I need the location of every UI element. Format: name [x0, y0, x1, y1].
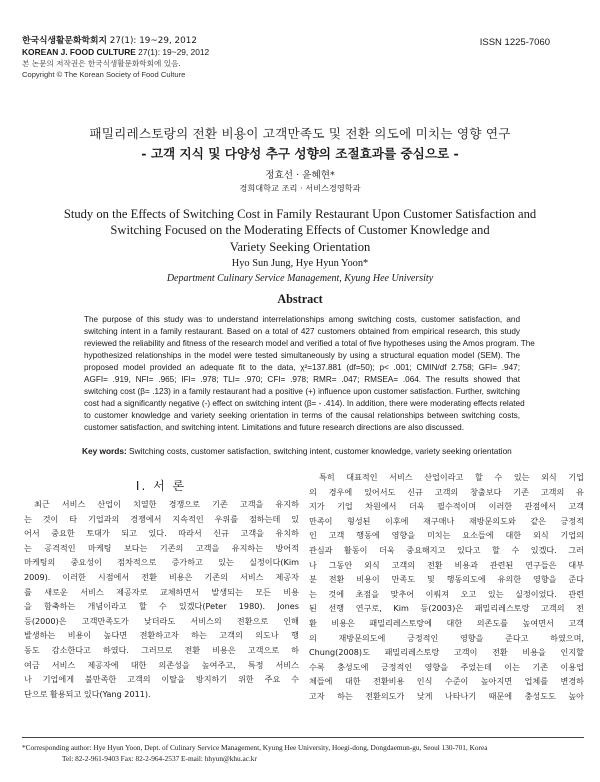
footnote-contact-line: Tel: 82-2-961-9403 Fax: 82-2-964-2537 E-mail: hhyun@khu.ac.kr	[62, 754, 257, 763]
keywords	[82, 446, 512, 456]
body-line: 발생하는 비용이 높다면 전환하고자 하는 고객의 의도나 행	[24, 630, 299, 641]
abstract-line: AGFI= .919, NFI= .965; IFI= .978; TLI= .970; CFI= .978; RMR= .047; RMSEA= .064. The results showed that	[84, 375, 520, 385]
issn-label: ISSN 1225-7060	[479, 37, 550, 48]
english-authors: Hyo Sun Jung, Hye Hyun Yoon*	[231, 258, 369, 269]
body-line: 동도 감소한다고 하였다. 그러므로 전환 비용은 고객으로 하	[24, 644, 299, 655]
abstract-line: to customer knowledge and variety seeking orientation in terms of the causal relationships between switching costs,	[84, 411, 520, 421]
body-line: 나 그동안 외식 고객의 전환 비용과 관련된 연구들은 대부	[309, 559, 584, 570]
abstract-line: cost had a significantly negative (-) effect on switching intent (β= - .414). In addition, there were moderating effects related	[84, 399, 525, 409]
body-line: 의 재방문의도에 긍정적인 영향을 준다고 하였으며,	[309, 632, 584, 643]
body-line: 수록 충성도에 긍정적인 영향을 주었는데 이는 기존 이용업	[309, 661, 584, 672]
journal-header	[22, 36, 422, 80]
body-line: 를 새로운 서비스 제공자로 교체하면서 발생되는 모든 비용	[24, 586, 299, 597]
abstract-line: switching cost (β= .123) in a family restaurant had a positive (+) influence upon customer satisfaction. Further, switching	[84, 387, 520, 397]
corresponding-author-footnote	[22, 742, 487, 764]
copyright-note: 본 논문의 저작권은 한국식생활문화학회에 있음.	[22, 59, 181, 68]
abstract-line: The purpose of this study was to understand interrelationships among switching costs, customer satisfaction, and	[84, 315, 520, 324]
body-line: 고자 하는 전환의도가 낮게 나타나기 때문에 충성도도 높아	[309, 690, 584, 701]
english-title-line: Study on the Effects of Switching Cost in Family Restaurant Upon Customer Satisfaction and	[63, 207, 537, 221]
body-line: 여금 서비스 제공자에 대한 의존성을 높여주고, 특정 서비스	[24, 659, 299, 670]
body-line: 마케팅의 중요성이 점차적으로 증가하고 있는 실정이다(Kim	[24, 557, 299, 568]
korean-title: 패밀리레스토랑의 전환 비용이 고객만족도 및 전환 의도에 미치는 영향 연구	[89, 126, 511, 141]
keywords-list: Switching costs, customer satisfaction, switching intent, customer knowledge, variety seeking orientation	[126, 446, 512, 456]
body-line: 특히 대표적인 서비스 산업이라고 할 수 있는 외식 기업	[319, 472, 584, 482]
footnote-divider	[22, 737, 584, 738]
body-line: 의 경우에 있어서도 신규 고객의 창출보다 기존 고객의 유	[309, 486, 584, 497]
body-line: 관심과 활동이 더욱 중요해지고 있다고 할 수 있겠다. 그러	[309, 544, 584, 555]
body-line: 어서 중요한 토대가 되고 있다. 따라서 신규 고객을 유치하	[24, 528, 299, 539]
body-line: 만족이 형성된 이후에 재구매나 재방문의도와 같은 긍정적	[309, 515, 584, 526]
english-title-line: Variety Seeking Orientation	[229, 239, 371, 254]
keywords-label: Key words:	[82, 446, 127, 456]
journal-name-english: KOREAN J. FOOD CULTURE 27(1): 19~29, 2012	[22, 47, 210, 57]
body-line: 나 기업에게 불만족한 고객의 이탈을 방지하기 위한 주요 수	[24, 674, 299, 685]
body-column-left	[24, 497, 299, 701]
body-line: 을 함축하는 개념이라고 할 수 있겠다(Peter 1980). Jones	[24, 601, 299, 612]
body-line: 최근 서비스 산업이 치열한 경쟁으로 기존 고객을 유지하	[34, 499, 299, 509]
copyright-line: Copyright © The Korean Society of Food Culture	[22, 70, 186, 79]
body-line: 체들에 대한 전환비용 인식 수준이 높아지면 업체를 변경하	[309, 676, 584, 687]
journal-name-korean: 한국식생활문화학회지 27(1): 19~29, 2012	[22, 36, 197, 46]
body-line: 는 것에 초점을 맞추어 이뤄져 오고 있는 실정이었다. 관련	[309, 588, 584, 599]
body-line: Chung(2008)도 패밀리레스토랑 고객이 전환 비용을 인지할	[309, 647, 584, 658]
korean-subtitle: - 고객 지식 및 다양성 추구 성향의 조절효과를 중심으로 -	[141, 146, 459, 161]
body-column-right	[309, 470, 584, 704]
body-line: 는 것이 타 기업과의 경쟁에서 지속적인 우위를 점하는데 있	[24, 513, 299, 524]
english-title	[40, 206, 560, 255]
body-line: 단으로 활용되고 있다(Yang 2011).	[24, 688, 151, 699]
abstract-line: proposed model provided an adequate fit to the data, χ²=137.881 (df=50); p< .001; CMIN/df 2.758; GFI= .947;	[84, 363, 520, 373]
body-line: 된 선행 연구로, Kim 등(2003)은 패밀리레스토랑 고객의 전	[309, 603, 584, 614]
abstract-body	[84, 314, 535, 434]
abstract-heading: Abstract	[277, 292, 323, 306]
body-line: 등(2000)은 고객만족도가 낮더라도 서비스의 전환으로 인해	[24, 615, 299, 626]
abstract-line: customer satisfaction, and switching intent. Limitations and future research directions are also discussed.	[84, 423, 464, 433]
body-line: 는 공격적인 마케팅 보다는 기존의 고객을 유지하는 방어적	[24, 542, 299, 553]
english-title-line: Switching Focused on the Moderating Effects of Customer Knowledge and	[110, 223, 490, 238]
body-line: 2009). 이러한 시점에서 전환 비용은 기존의 서비스 제공자	[24, 571, 299, 582]
section-title-introduction: Ⅰ. 서 론	[135, 479, 187, 493]
body-line: 인 고객 행동에 영향을 미치는 요소들에 대한 외식 기업의	[309, 530, 584, 541]
footnote-line: *Corresponding author: Hye Hyun Yoon, Dept. of Culinary Service Management, Kyung Hee University, Hoegi-dong, Dongdaemun-gu, Seoul 130-701, Korea	[22, 743, 488, 752]
korean-authors: 정효선 · 윤혜현*	[265, 170, 335, 181]
abstract-line: switching intent in a family restaurant. Based on a total of 427 customers obtained from empirical research, this study	[84, 327, 520, 337]
abstract-line: reviewed the reliability and fitness of the research model and verified a total of five hypotheses using the Amos program. The	[84, 339, 535, 349]
body-line: 지가 기업 차원에서 더욱 필수적이며 이러한 관점에서 고객	[309, 501, 584, 512]
body-line: 분 전환 비용이 만족도 및 행동의도에 유의한 영향을 준다	[309, 574, 584, 585]
abstract-line: hypothesized relationships in the model were tested simultaneously by using a structural equation model (SEM). The	[84, 351, 520, 361]
english-affiliation: Department Culinary Service Management, Kyung Hee University	[166, 273, 434, 284]
body-line: 환 비용은 패밀리레스토랑에 대한 의존도를 높여면서 고객	[309, 617, 584, 628]
korean-affiliation: 경희대학교 조리 · 서비스경영학과	[239, 183, 361, 193]
